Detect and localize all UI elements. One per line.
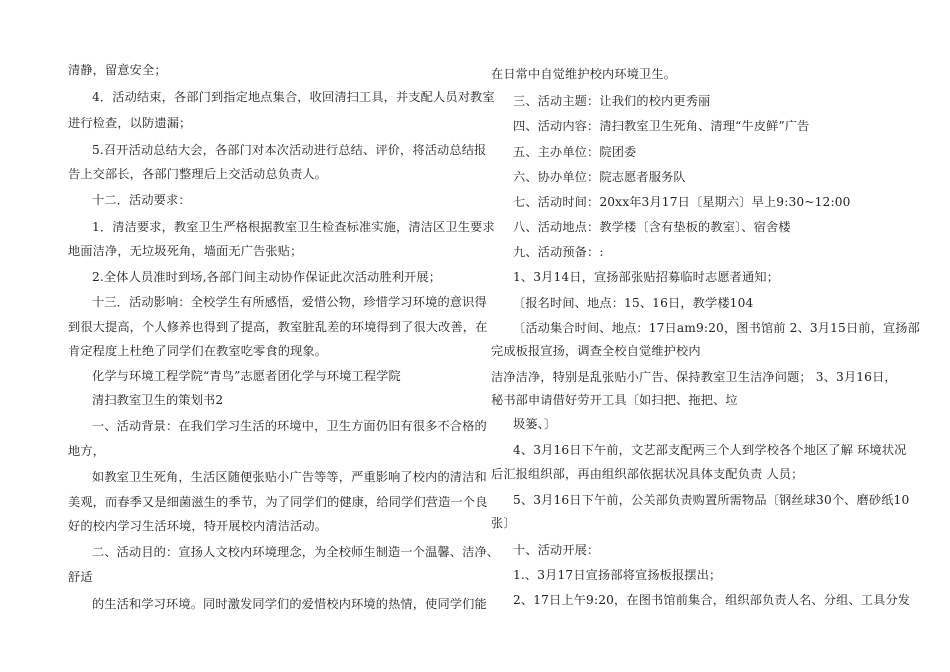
text-line: 告上交部长，各部门整理后上交活动总负责人。: [68, 167, 328, 181]
text-line: 地面洁净，无垃圾死角，墙面无广告张贴；: [68, 244, 303, 258]
section-heading: 十二．活动要求：: [92, 193, 191, 207]
section-heading: 十、活动开展：: [513, 543, 600, 557]
document-title: 清扫教室卫生的策划书2: [92, 393, 224, 407]
text-line: 〔活动集合时间、地点：17日am9:20，图书馆前 2、3月15日前，宣扬部: [513, 321, 920, 335]
text-line: 完成板报宣扬，调查全校自觉维护校内: [491, 344, 701, 358]
text-line: 的生活和学习环境。同时激发同学们的爱惜校内环境的热情，使同学们能: [92, 597, 487, 611]
text-line: 进行检查，以防遗漏；: [68, 116, 192, 130]
text-line: 2、17日上午9:20，在图书馆前集合，组织部负责人名、分组、工具分发: [513, 593, 911, 607]
text-line: 张〕: [491, 516, 516, 530]
text-line: 三、活动主题：让我们的校内更秀丽: [513, 94, 711, 108]
text-line: 舒适: [68, 570, 93, 584]
text-line: 二、活动目的：宣扬人文校内环境理念，为全校师生制造一个温馨、洁净、: [92, 545, 500, 559]
text-line: 八、活动地点：教学楼〔含有垫板的教室〕、宿舍楼: [513, 220, 791, 234]
text-line: 四、活动内容：清扫教室卫生死角、清理“牛皮鲜”广告: [513, 119, 810, 133]
text-line: 九、活动预备：:: [513, 245, 604, 259]
text-line: 2.全体人员准时到场,各部门间主动协作保证此次活动胜利开展；: [92, 270, 442, 284]
text-line: 圾篓、〕: [513, 417, 557, 431]
text-line: 清静，留意安全；: [68, 63, 167, 77]
text-line: 美观，而春季又是细菌滋生的季节，为了同学们的健康，给同学们营造一个良: [68, 495, 488, 509]
text-line: 好的校内学习生活环境，特开展校内清洁活动。: [68, 519, 328, 533]
text-line: 地方，: [68, 444, 106, 458]
text-line: 1、3月14日，宣扬部张贴招募临时志愿者通知；: [513, 270, 780, 284]
text-line: 十三．活动影响：全校学生有所感悟，爱惜公物，珍惜学习环境的意识得: [92, 295, 487, 309]
text-line: 5、3月16日下午前，公关部负责购置所需物品〔钢丝球30个、磨砂纸10: [513, 493, 910, 507]
text-line: 1．清洁要求，教室卫生严格根据教室卫生检查标准实施，清洁区卫生要求: [92, 220, 495, 234]
text-line: 六、协办单位：院志愿者服务队: [513, 170, 686, 184]
text-line: 在日常中自觉维护校内环境卫生。: [491, 67, 677, 81]
text-line: 〔报名时间、地点：15、16日，教学楼104: [513, 296, 754, 310]
text-line: 秘书部申请借好劳开工具〔如扫把、拖把、垃: [491, 393, 738, 407]
text-line: 到很大提高，个人修养也得到了提高，教室脏乱差的环境得到了很大改善，在: [68, 320, 488, 334]
text-line: 1.、3月17日宣扬部将宣扬板报摆出；: [513, 568, 722, 582]
text-line: 如教室卫生死角，生活区随便张贴小广告等等，严重影响了校内的清洁和: [92, 470, 487, 484]
text-line: 化学与环境工程学院“青鸟”志愿者团化学与环境工程学院: [92, 369, 401, 383]
text-line: 五、主办单位：院团委: [513, 145, 637, 159]
text-line: 5.召开活动总结大会，各部门对本次活动进行总结、评价，将活动总结报: [92, 143, 487, 157]
text-line: 后汇报组织部，再由组织部依据状况具体支配负责 人员；: [491, 467, 804, 481]
text-line: 4、3月16日下午前，文艺部支配两三个人到学校各个地区了解 环境状况: [513, 443, 907, 457]
text-line: 4．活动结束，各部门到指定地点集合，收回清扫工具，并支配人员对教室: [92, 90, 495, 104]
text-line: 洁净洁净，特别是乱张贴小广告、保持教室卫生洁净问题； 3、3月16日，: [491, 370, 897, 384]
text-line: 肯定程度上杜绝了同学们在教室吃零食的现象。: [68, 344, 328, 358]
text-line: 一、活动背景：在我们学习生活的环境中，卫生方面仍旧有很多不合格的: [92, 419, 487, 433]
text-line: 七、活动时间：20xx年3月17日〔星期六〕早上9:30~12:00: [513, 195, 851, 209]
